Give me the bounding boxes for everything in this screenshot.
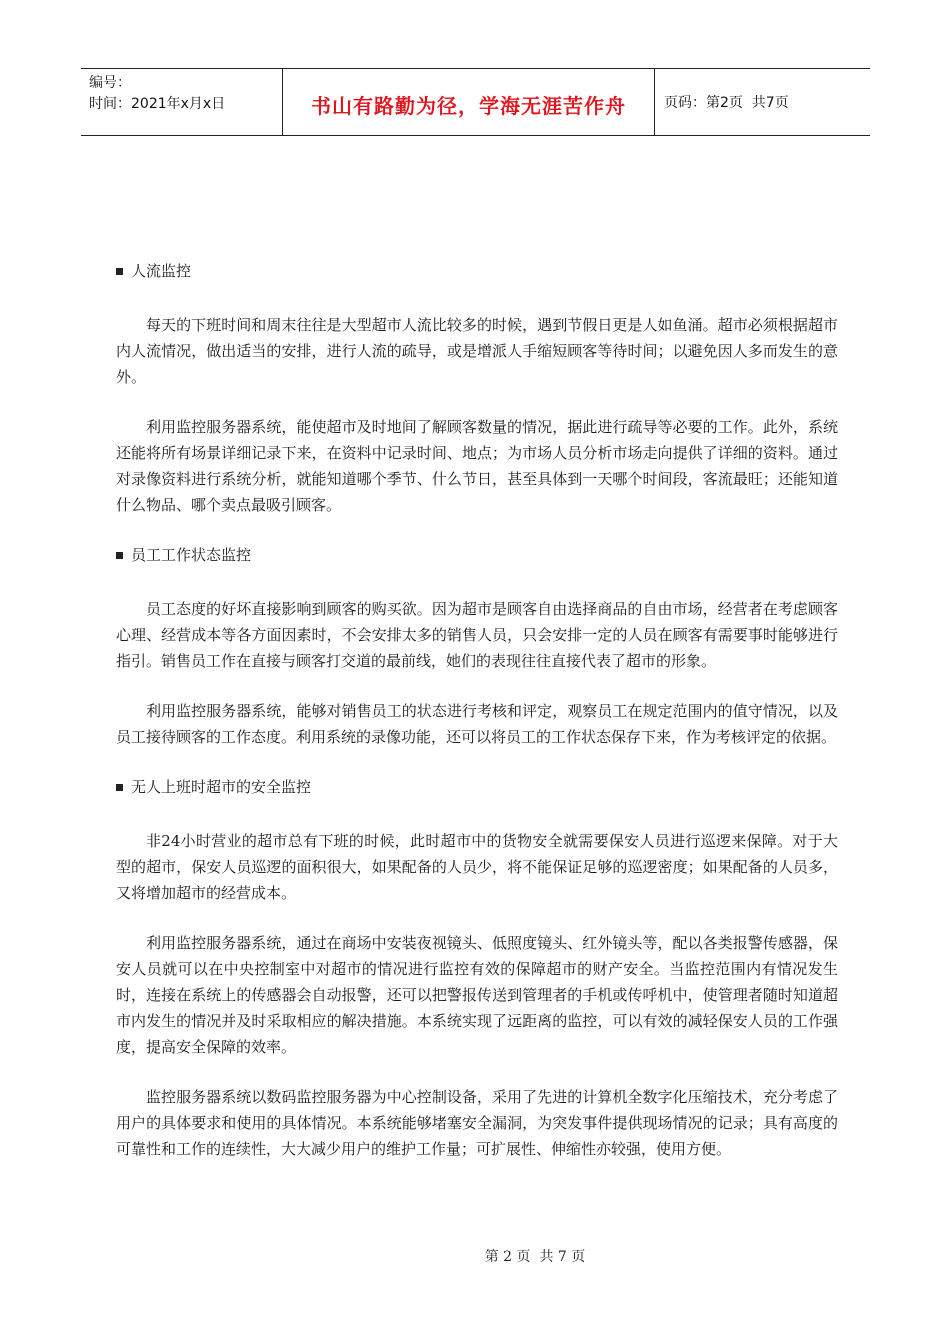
paragraph: 利用监控服务器系统，能使超市及时地间了解顾客数量的情况，据此进行疏导等必要的工作。此外，系统还能将所有场景详细记录下来，在资料中记录时间、地点；为市场人员分析市场走向提供了详细的资料。通过对录像资料进行系统分析，就能知道哪个季节、什么节日，甚至具体到一天哪个时间段，客流最旺；还能知道什么物品、哪个卖点最吸引顾客。: [116, 418, 838, 514]
square-bullet-icon: [116, 784, 123, 791]
section-heading-text: 人流监控: [131, 262, 192, 280]
header-motto-cell: [282, 69, 655, 135]
section-heading-text: 员工工作状态监控: [131, 546, 252, 564]
paragraph: 利用监控服务器系统，能够对销售员工的状态进行考核和评定，观察员工在规定范围内的值守情况，以及员工接待顾客的工作态度。利用系统的录像功能，还可以将员工的工作状态保存下来，作为考核评定的依据。: [116, 702, 838, 746]
section-heading-text: 无人上班时超市的安全监控: [131, 778, 312, 796]
paragraph: 监控服务器系统以数码监控服务器为中心控制设备，采用了先进的计算机全数字化压缩技术，充分考虑了用户的具体要求和使用的具体情况。本系统能够堵塞安全漏洞，为突发事件提供现场情况的记录；具有高度的可靠性和工作的连续性，大大减少用户的维护工作量；可扩展性、伸缩性亦较强，使用方便。: [116, 1088, 838, 1158]
footer-page-number: 第 2 页 共 7 页: [484, 1249, 586, 1265]
paragraph: 员工态度的好坏直接影响到顾客的购买欲。因为超市是顾客自由选择商品的自由市场，经营者在考虑顾客心理、经营成本等各方面因素时，不会安排太多的销售人员，只会安排一定的人员在顾客有需要事时能够进行指引。销售员工作在直接与顾客打交道的最前线，她们的表现往往直接代表了超市的形象。: [116, 600, 838, 670]
square-bullet-icon: [116, 552, 123, 559]
motto-text: 书山有路勤为径，学海无涯苦作舟: [311, 93, 626, 118]
document-body: [116, 258, 838, 1162]
square-bullet-icon: [116, 268, 123, 275]
paragraph: 利用监控服务器系统，通过在商场中安装夜视镜头、低照度镜头、红外镜头等，配以各类报警传感器，保安人员就可以在中央控制室中对超市的情况进行监控有效的保障超市的财产安全。当监控范围内有情况发生时，连接在系统上的传感器会自动报警，还可以把警报传送到管理者的手机或传呼机中，使管理者随时知道超市内发生的情况并及时采取相应的解决措施。本系统实现了远距离的监控，可以有效的减轻保安人员的工作强度，提高安全保障的效率。: [116, 934, 838, 1056]
number-label: 编号：: [89, 75, 131, 91]
page-label: 页码：第2页 共7页: [664, 95, 789, 111]
document-header: [81, 68, 870, 136]
section-heading: [116, 774, 838, 800]
time-label: 时间：2021年x月x日: [89, 96, 226, 112]
section-heading: [116, 542, 838, 568]
paragraph: 每天的下班时间和周末往往是大型超市人流比较多的时候，遇到节假日更是人如鱼涌。超市必须根据超市内人流情况，做出适当的安排，进行人流的疏导，或是增派人手缩短顾客等待时间；以避免因人多而发生的意外。: [116, 316, 838, 386]
page-footer: [0, 1246, 950, 1266]
paragraph: 非24小时营业的超市总有下班的时候，此时超市中的货物安全就需要保安人员进行巡逻来保障。对于大型的超市，保安人员巡逻的面积很大，如果配备的人员少，将不能保证足够的巡逻密度；如果配备的人员多，又将增加超市的经营成本。: [116, 832, 838, 902]
section-heading: [116, 258, 838, 284]
header-page-cell: [655, 69, 870, 135]
header-info-cell: [81, 69, 282, 135]
